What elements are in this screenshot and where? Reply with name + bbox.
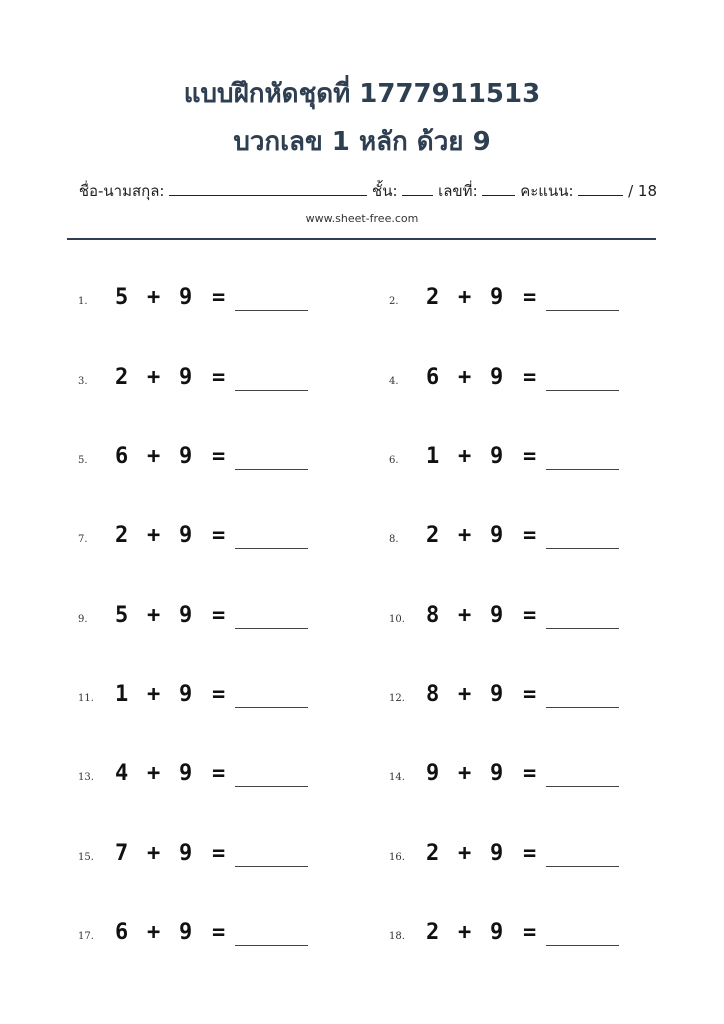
problem-number: 10. <box>389 614 405 625</box>
second-operand: 9 <box>179 523 193 548</box>
plus-sign: + <box>458 444 472 469</box>
equals-sign: = <box>212 761 226 786</box>
plus-sign: + <box>147 603 161 628</box>
problem-item <box>78 841 338 871</box>
first-operand: 8 <box>426 603 440 628</box>
equals-sign: = <box>523 761 537 786</box>
problem-number: 8. <box>389 534 399 545</box>
second-operand: 9 <box>490 285 504 310</box>
plus-sign: + <box>147 841 161 866</box>
answer-blank[interactable] <box>235 469 308 470</box>
problem-item <box>389 365 649 395</box>
first-operand: 4 <box>115 761 129 786</box>
worksheet-subtitle: บวกเลข 1 หลัก ด้วย 9 <box>233 127 491 157</box>
first-operand: 6 <box>115 920 129 945</box>
first-operand: 8 <box>426 682 440 707</box>
answer-blank[interactable] <box>546 469 619 470</box>
second-operand: 9 <box>179 285 193 310</box>
answer-blank[interactable] <box>235 786 308 787</box>
answer-blank[interactable] <box>546 628 619 629</box>
problem-item <box>78 523 338 553</box>
problem-item <box>389 682 649 712</box>
problem-item <box>389 444 649 474</box>
problem-item <box>389 285 649 315</box>
answer-blank[interactable] <box>235 707 308 708</box>
answer-blank[interactable] <box>546 786 619 787</box>
problem-number: 12. <box>389 693 405 704</box>
second-operand: 9 <box>490 761 504 786</box>
score-total: / 18 <box>628 182 657 200</box>
plus-sign: + <box>458 285 472 310</box>
second-operand: 9 <box>179 365 193 390</box>
equals-sign: = <box>212 444 226 469</box>
problem-number: 17. <box>78 931 94 942</box>
plus-sign: + <box>458 365 472 390</box>
class-label: ชั้น: <box>372 182 398 200</box>
plus-sign: + <box>147 920 161 945</box>
problem-item <box>389 761 649 791</box>
answer-blank[interactable] <box>546 866 619 867</box>
equals-sign: = <box>212 365 226 390</box>
second-operand: 9 <box>179 920 193 945</box>
second-operand: 9 <box>490 365 504 390</box>
plus-sign: + <box>458 682 472 707</box>
equals-sign: = <box>523 841 537 866</box>
answer-blank[interactable] <box>546 707 619 708</box>
problem-number: 6. <box>389 455 399 466</box>
equals-sign: = <box>523 920 537 945</box>
class-blank[interactable] <box>402 181 433 196</box>
equals-sign: = <box>523 603 537 628</box>
problem-number: 16. <box>389 852 405 863</box>
plus-sign: + <box>458 603 472 628</box>
equals-sign: = <box>212 523 226 548</box>
first-operand: 6 <box>115 444 129 469</box>
website-url: www.sheet-free.com <box>305 212 419 225</box>
first-operand: 2 <box>115 365 129 390</box>
student-info-line <box>67 181 657 201</box>
answer-blank[interactable] <box>546 548 619 549</box>
plus-sign: + <box>147 285 161 310</box>
first-operand: 2 <box>426 920 440 945</box>
problem-item <box>78 285 338 315</box>
plus-sign: + <box>458 761 472 786</box>
problem-number: 5. <box>78 455 88 466</box>
problem-number: 1. <box>78 296 88 307</box>
answer-blank[interactable] <box>235 866 308 867</box>
equals-sign: = <box>523 285 537 310</box>
problem-number: 7. <box>78 534 88 545</box>
second-operand: 9 <box>490 603 504 628</box>
problem-item <box>78 444 338 474</box>
answer-blank[interactable] <box>235 628 308 629</box>
answer-blank[interactable] <box>235 390 308 391</box>
name-blank[interactable] <box>169 181 367 196</box>
plus-sign: + <box>458 841 472 866</box>
problem-number: 13. <box>78 772 94 783</box>
plus-sign: + <box>147 365 161 390</box>
first-operand: 2 <box>115 523 129 548</box>
second-operand: 9 <box>490 444 504 469</box>
second-operand: 9 <box>179 444 193 469</box>
answer-blank[interactable] <box>546 310 619 311</box>
plus-sign: + <box>147 444 161 469</box>
equals-sign: = <box>212 920 226 945</box>
problem-item <box>78 920 338 950</box>
problem-number: 3. <box>78 376 88 387</box>
plus-sign: + <box>147 523 161 548</box>
score-label: คะแนน: <box>520 182 574 200</box>
problem-item <box>78 682 338 712</box>
first-operand: 2 <box>426 285 440 310</box>
problem-item <box>389 523 649 553</box>
problem-item <box>389 603 649 633</box>
header-divider <box>67 238 656 240</box>
problem-number: 14. <box>389 772 405 783</box>
first-operand: 5 <box>115 603 129 628</box>
second-operand: 9 <box>179 841 193 866</box>
plus-sign: + <box>147 682 161 707</box>
problem-item <box>78 603 338 633</box>
second-operand: 9 <box>179 682 193 707</box>
equals-sign: = <box>212 841 226 866</box>
problem-item <box>78 761 338 791</box>
second-operand: 9 <box>490 682 504 707</box>
problem-number: 2. <box>389 296 399 307</box>
first-operand: 1 <box>115 682 129 707</box>
first-operand: 7 <box>115 841 129 866</box>
second-operand: 9 <box>179 603 193 628</box>
equals-sign: = <box>523 365 537 390</box>
first-operand: 5 <box>115 285 129 310</box>
worksheet-title: แบบฝึกหัดชุดที่ 1777911513 <box>183 79 541 109</box>
answer-blank[interactable] <box>546 390 619 391</box>
second-operand: 9 <box>490 523 504 548</box>
answer-blank[interactable] <box>235 945 308 946</box>
plus-sign: + <box>458 920 472 945</box>
first-operand: 2 <box>426 523 440 548</box>
second-operand: 9 <box>490 841 504 866</box>
first-operand: 9 <box>426 761 440 786</box>
first-operand: 2 <box>426 841 440 866</box>
equals-sign: = <box>212 682 226 707</box>
equals-sign: = <box>523 523 537 548</box>
number-label: เลขที่: <box>438 182 478 200</box>
problem-number: 15. <box>78 852 94 863</box>
equals-sign: = <box>523 682 537 707</box>
equals-sign: = <box>212 603 226 628</box>
name-label: ชื่อ-นามสกุล: <box>78 182 165 200</box>
equals-sign: = <box>523 444 537 469</box>
answer-blank[interactable] <box>235 548 308 549</box>
second-operand: 9 <box>179 761 193 786</box>
answer-blank[interactable] <box>235 310 308 311</box>
problem-number: 11. <box>78 693 94 704</box>
problem-number: 4. <box>389 376 399 387</box>
problem-item <box>78 365 338 395</box>
answer-blank[interactable] <box>546 945 619 946</box>
second-operand: 9 <box>490 920 504 945</box>
plus-sign: + <box>458 523 472 548</box>
first-operand: 6 <box>426 365 440 390</box>
first-operand: 1 <box>426 444 440 469</box>
plus-sign: + <box>147 761 161 786</box>
problem-number: 18. <box>389 931 405 942</box>
problem-number: 9. <box>78 614 88 625</box>
number-blank[interactable] <box>482 181 515 196</box>
score-blank[interactable] <box>578 181 623 196</box>
problem-item <box>389 841 649 871</box>
equals-sign: = <box>212 285 226 310</box>
problem-item <box>389 920 649 950</box>
